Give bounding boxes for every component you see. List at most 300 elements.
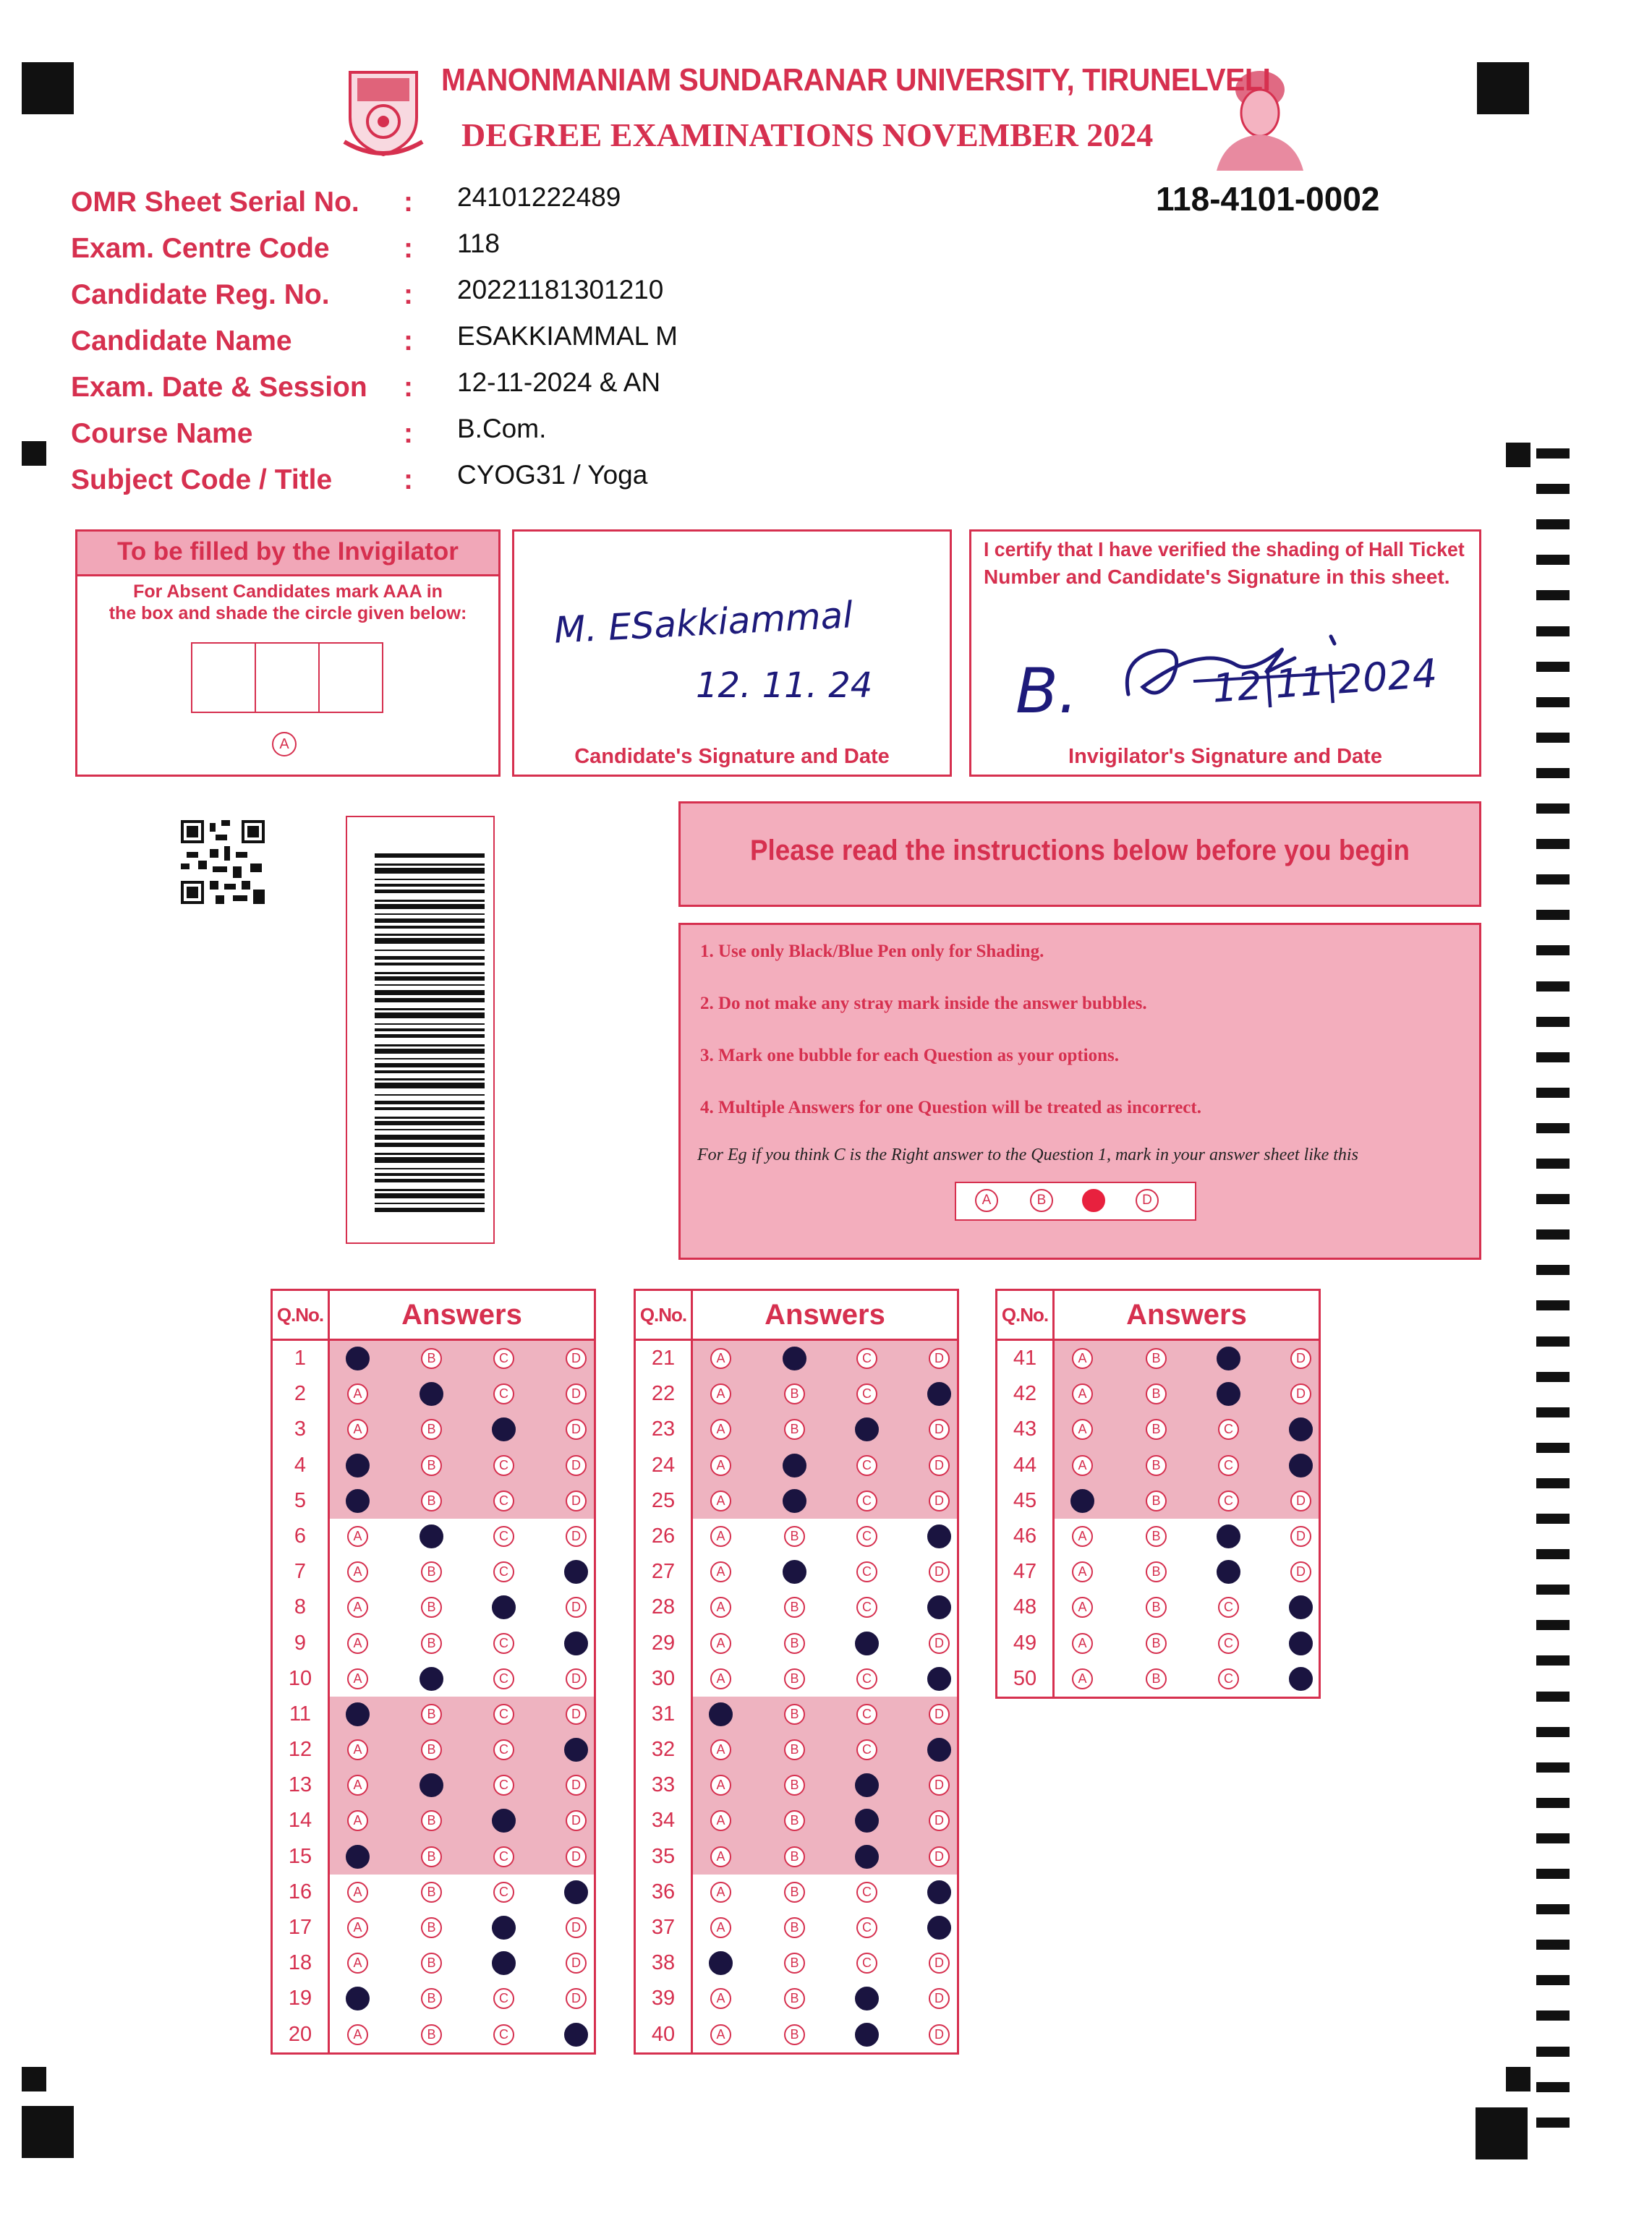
question-number: 5 [294, 1488, 307, 1512]
answer-options [693, 1448, 957, 1483]
question-row [636, 1661, 957, 1697]
answer-bubble-a[interactable] [1070, 1489, 1094, 1513]
answer-bubble-c[interactable]: C [856, 1455, 877, 1476]
answer-bubble-a[interactable]: A [347, 1526, 368, 1547]
answer-bubble-a[interactable]: A [1072, 1348, 1093, 1369]
detail-label: Course Name [71, 418, 253, 449]
question-number: 46 [1013, 1524, 1037, 1548]
answer-bubble-b[interactable]: B [1146, 1561, 1167, 1582]
answer-bubble-b[interactable] [783, 1560, 806, 1584]
answer-bubble-c[interactable]: C [493, 1455, 514, 1476]
barcode-bar [375, 1008, 485, 1010]
answer-block-body [636, 1341, 957, 2052]
answer-bubble-d[interactable]: D [1290, 1348, 1311, 1369]
answer-bubble-d[interactable]: D [929, 1633, 950, 1654]
barcode-bar [375, 1153, 485, 1155]
answer-options [330, 1590, 594, 1625]
answer-bubble-d[interactable] [927, 1916, 951, 1940]
answer-bubble-d[interactable]: D [566, 1419, 587, 1440]
question-number: 1 [294, 1347, 307, 1370]
answer-bubble-d[interactable] [564, 1560, 588, 1584]
answer-options [693, 1661, 957, 1697]
question-row [273, 1839, 594, 1875]
answer-options [693, 1376, 957, 1412]
question-number: 24 [651, 1453, 676, 1477]
answer-options [330, 1945, 594, 1981]
answer-bubble-a[interactable]: A [1072, 1597, 1093, 1618]
answer-bubble-a[interactable]: A [347, 1383, 368, 1404]
answer-bubble-d[interactable]: D [566, 1597, 587, 1618]
answer-bubble-d[interactable] [1289, 1417, 1313, 1441]
answer-bubble-a[interactable]: A [710, 1882, 731, 1903]
answer-bubble-b[interactable]: B [784, 1633, 805, 1654]
answer-options [330, 1697, 594, 1732]
answer-bubble-c[interactable]: C [493, 1882, 514, 1903]
answer-block [271, 1289, 596, 2055]
answer-bubble-b[interactable] [420, 1382, 443, 1406]
answer-bubble-c[interactable] [492, 1809, 516, 1833]
answer-bubble-a[interactable]: A [710, 1455, 731, 1476]
answer-bubble-d[interactable] [927, 1595, 951, 1619]
answer-bubble-a[interactable]: A [1072, 1526, 1093, 1547]
answer-bubble-d[interactable]: D [1290, 1491, 1311, 1511]
answer-bubble-c[interactable]: C [856, 1491, 877, 1511]
question-row [636, 1626, 957, 1661]
answer-bubble-c[interactable]: C [493, 1526, 514, 1547]
answer-bubble-a[interactable]: A [347, 1597, 368, 1618]
answer-bubble-b[interactable]: B [1146, 1526, 1167, 1547]
answer-bubble-a[interactable] [346, 1987, 370, 2010]
question-row [636, 1483, 957, 1519]
answer-bubble-c[interactable]: C [493, 1561, 514, 1582]
answer-bubble-a[interactable] [346, 1347, 370, 1370]
absent-mark-box-1[interactable] [191, 642, 256, 713]
absent-instruction-1: For Absent Candidates mark AAA in [133, 581, 443, 602]
qno-header: Q.No. [273, 1291, 330, 1339]
answer-bubble-d[interactable] [927, 1382, 951, 1406]
answer-bubble-a[interactable]: A [1072, 1561, 1093, 1582]
timing-mark [1536, 1372, 1570, 1382]
answer-bubble-a[interactable]: A [1072, 1633, 1093, 1654]
answer-bubble-d[interactable]: D [1290, 1561, 1311, 1582]
question-row [273, 1981, 594, 2016]
answer-bubble-b[interactable]: B [421, 1739, 442, 1760]
instructions-example: For Eg if you think C is the Right answer to the Question 1, mark in your answer sheet like this [697, 1146, 1358, 1164]
answer-bubble-a[interactable]: A [347, 1668, 368, 1689]
answer-bubble-d[interactable] [927, 1667, 951, 1691]
answer-bubble-c[interactable]: C [856, 1704, 877, 1725]
answer-bubble-c[interactable] [492, 1595, 516, 1619]
answer-bubble-b[interactable]: B [421, 1988, 442, 2009]
question-row [636, 1910, 957, 1945]
answer-bubble-b[interactable] [420, 1667, 443, 1691]
answer-bubble-c[interactable]: C [1218, 1597, 1239, 1618]
answer-bubble-d[interactable]: D [566, 1846, 587, 1867]
barcode-bar [375, 868, 485, 874]
answer-bubble-d[interactable]: D [566, 1704, 587, 1725]
university-logo [343, 67, 424, 159]
answer-bubble-d[interactable] [1289, 1632, 1313, 1655]
answer-bubble-a[interactable] [346, 1454, 370, 1477]
answer-bubble-a[interactable] [346, 1702, 370, 1726]
answer-bubble-c[interactable]: C [493, 1348, 514, 1369]
answer-bubble-c[interactable]: C [1218, 1668, 1239, 1689]
answer-bubble-c[interactable] [855, 1845, 879, 1869]
barcode-bar [375, 1094, 485, 1096]
timing-mark [1536, 1300, 1570, 1310]
answer-bubble-b[interactable]: B [784, 1953, 805, 1974]
answer-bubble-b[interactable]: B [1146, 1597, 1167, 1618]
barcode-bar [375, 1203, 485, 1204]
answer-bubble-a[interactable]: A [1072, 1419, 1093, 1440]
answer-bubble-c[interactable]: C [493, 1988, 514, 2009]
answer-bubble-c[interactable] [1217, 1347, 1240, 1370]
answer-bubble-b[interactable]: B [784, 1383, 805, 1404]
answer-options [1055, 1590, 1319, 1625]
answer-bubble-a[interactable] [346, 1489, 370, 1513]
barcode-bar [375, 1117, 485, 1119]
answer-bubble-d[interactable]: D [566, 1775, 587, 1796]
absent-mark-box-2[interactable] [255, 642, 320, 713]
answer-bubble-b[interactable]: B [421, 1597, 442, 1618]
timing-mark [1536, 981, 1570, 992]
answer-bubble-b[interactable]: B [421, 1419, 442, 1440]
answer-block-header [636, 1291, 957, 1341]
answer-bubble-a[interactable] [346, 1845, 370, 1869]
answer-bubble-d[interactable] [927, 1524, 951, 1548]
answer-bubble-b[interactable]: B [784, 1668, 805, 1689]
answer-bubble-d[interactable]: D [566, 1383, 587, 1404]
question-number: 42 [1013, 1382, 1037, 1406]
answer-bubble-c[interactable]: C [493, 1633, 514, 1654]
answer-bubble-b[interactable]: B [784, 1846, 805, 1867]
answer-bubble-c[interactable]: C [493, 1491, 514, 1511]
answer-bubble-a[interactable]: A [710, 1668, 731, 1689]
answer-bubble-d[interactable] [1289, 1595, 1313, 1619]
answer-bubble-c[interactable] [855, 1417, 879, 1441]
answer-bubble-b[interactable]: B [421, 1882, 442, 1903]
answer-bubble-a[interactable] [709, 1951, 733, 1975]
answer-bubble-a[interactable]: A [710, 1561, 731, 1582]
timing-mark [1536, 1194, 1570, 1204]
answer-bubble-d[interactable]: D [929, 2024, 950, 2045]
answer-options [330, 1803, 594, 1838]
absent-circle[interactable]: A [272, 732, 297, 756]
answer-bubble-b[interactable]: B [421, 1633, 442, 1654]
answer-bubble-d[interactable]: D [929, 1988, 950, 2009]
question-row [636, 1412, 957, 1447]
answer-bubble-c[interactable]: C [493, 1383, 514, 1404]
answer-options [693, 2017, 957, 2052]
qno-header: Q.No. [636, 1291, 693, 1339]
answer-options [330, 1626, 594, 1661]
answer-bubble-a[interactable]: A [710, 1419, 731, 1440]
answer-options [330, 1875, 594, 1910]
answer-bubble-a[interactable]: A [347, 1882, 368, 1903]
answer-options [693, 1875, 957, 1910]
answer-bubble-a[interactable]: A [347, 1561, 368, 1582]
detail-separator: : [404, 464, 413, 495]
answer-bubble-b[interactable]: B [784, 1419, 805, 1440]
answer-bubble-a[interactable] [709, 1702, 733, 1726]
answer-bubble-a[interactable]: A [1072, 1455, 1093, 1476]
answer-block-body [997, 1341, 1319, 1697]
timing-mark [1536, 2118, 1570, 2128]
answer-bubble-c[interactable]: C [856, 1383, 877, 1404]
question-number: 11 [289, 1702, 312, 1726]
answer-bubble-d[interactable]: D [929, 1810, 950, 1831]
answer-bubble-a[interactable]: A [710, 1597, 731, 1618]
question-number: 36 [651, 1880, 676, 1903]
answer-bubble-d[interactable]: D [566, 1526, 587, 1547]
timing-mark [1536, 519, 1570, 529]
answer-bubble-b[interactable] [783, 1454, 806, 1477]
answer-bubble-d[interactable] [564, 2023, 588, 2047]
answer-bubble-d[interactable]: D [1290, 1526, 1311, 1547]
answer-bubble-a[interactable]: A [347, 2024, 368, 2045]
question-number: 27 [651, 1560, 676, 1584]
answer-bubble-b[interactable]: B [1146, 1668, 1167, 1689]
barcode-bar [375, 853, 485, 858]
answer-bubble-a[interactable]: A [347, 1917, 368, 1938]
answer-bubble-c[interactable]: C [856, 1739, 877, 1760]
answer-bubble-c[interactable] [492, 1417, 516, 1441]
timing-mark [1536, 448, 1570, 459]
answer-bubble-b[interactable]: B [784, 1882, 805, 1903]
answer-options [1055, 1661, 1319, 1697]
answer-bubble-c[interactable]: C [1218, 1455, 1239, 1476]
answer-bubble-c[interactable] [855, 1987, 879, 2010]
answer-bubble-a[interactable]: A [710, 1491, 731, 1511]
answer-bubble-a[interactable]: A [710, 1810, 731, 1831]
barcode-bar [375, 1101, 485, 1104]
answer-bubble-d[interactable]: D [929, 1348, 950, 1369]
answer-bubble-a[interactable]: A [710, 1633, 731, 1654]
candidate-signature-caption: Candidate's Signature and Date [574, 745, 890, 768]
detail-label: Exam. Date & Session [71, 372, 367, 403]
timing-mark [1536, 733, 1570, 743]
answer-options [693, 1945, 957, 1981]
answer-options [330, 1732, 594, 1767]
answer-bubble-b[interactable]: B [1146, 1491, 1167, 1511]
answer-bubble-c[interactable]: C [493, 1668, 514, 1689]
answer-bubble-b[interactable]: B [421, 1704, 442, 1725]
answer-bubble-d[interactable] [1289, 1667, 1313, 1691]
answer-bubble-b[interactable]: B [784, 1988, 805, 2009]
answer-bubble-b[interactable]: B [421, 1348, 442, 1369]
barcode-bar [375, 956, 485, 960]
answer-bubble-d[interactable]: D [929, 1953, 950, 1974]
answer-bubble-c[interactable] [1217, 1560, 1240, 1584]
answer-bubble-b[interactable]: B [784, 1704, 805, 1725]
question-row [273, 1910, 594, 1945]
answer-bubble-b[interactable]: B [784, 1775, 805, 1796]
answer-bubble-a[interactable]: A [710, 1383, 731, 1404]
answer-bubble-b[interactable]: B [784, 1597, 805, 1618]
question-row [636, 1554, 957, 1590]
answer-bubble-c[interactable]: C [856, 1882, 877, 1903]
answer-bubble-a[interactable]: A [710, 1739, 731, 1760]
answer-bubble-b[interactable] [783, 1347, 806, 1370]
answer-bubble-a[interactable]: A [710, 1846, 731, 1867]
answer-bubble-a[interactable]: A [1072, 1668, 1093, 1689]
answer-bubble-b[interactable]: B [421, 1455, 442, 1476]
question-row [636, 1519, 957, 1554]
answer-bubble-c[interactable]: C [856, 1953, 877, 1974]
answer-bubble-d[interactable]: D [929, 1775, 950, 1796]
detail-separator: : [404, 325, 413, 357]
answer-bubble-b[interactable]: B [1146, 1348, 1167, 1369]
answer-bubble-d[interactable] [927, 1880, 951, 1904]
answer-bubble-b[interactable] [420, 1524, 443, 1548]
answer-bubble-a[interactable]: A [347, 1953, 368, 1974]
answer-bubble-a[interactable]: A [1072, 1383, 1093, 1404]
answer-bubble-b[interactable]: B [421, 2024, 442, 2045]
answer-bubble-d[interactable]: D [1290, 1383, 1311, 1404]
answer-bubble-b[interactable]: B [784, 2024, 805, 2045]
barcode-bar [375, 1028, 485, 1031]
certify-line-2: Number and Candidate's Signature in this sheet. [984, 566, 1450, 588]
answer-bubble-b[interactable] [420, 1773, 443, 1797]
answer-bubble-d[interactable] [564, 1880, 588, 1904]
answer-options [330, 1661, 594, 1697]
answer-bubble-d[interactable]: D [566, 1668, 587, 1689]
answer-bubble-c[interactable]: C [856, 1348, 877, 1369]
answers-header: Answers [765, 1299, 885, 1331]
timing-mark [1536, 484, 1570, 494]
answer-bubble-d[interactable]: D [566, 1491, 587, 1511]
answer-bubble-d[interactable]: D [929, 1846, 950, 1867]
answer-bubble-b[interactable] [783, 1489, 806, 1513]
answer-bubble-d[interactable] [564, 1738, 588, 1762]
barcode [375, 853, 485, 1222]
answer-options [693, 1483, 957, 1519]
answer-bubble-c[interactable]: C [493, 1739, 514, 1760]
answer-bubble-d[interactable] [1289, 1454, 1313, 1477]
answer-options [693, 1697, 957, 1732]
answer-options [330, 1981, 594, 2016]
answer-bubble-c[interactable]: C [493, 1704, 514, 1725]
answer-bubble-c[interactable]: C [856, 1526, 877, 1547]
answer-bubble-c[interactable]: C [493, 2024, 514, 2045]
answer-bubble-c[interactable] [855, 1809, 879, 1833]
answer-bubble-b[interactable]: B [784, 1526, 805, 1547]
barcode-bar [375, 1070, 485, 1073]
answer-bubble-b[interactable]: B [1146, 1455, 1167, 1476]
timing-mark [1536, 1585, 1570, 1595]
barcode-bar [375, 938, 485, 944]
answer-bubble-b[interactable]: B [1146, 1383, 1167, 1404]
answer-bubble-c[interactable] [855, 1632, 879, 1655]
answer-bubble-c[interactable]: C [856, 1561, 877, 1582]
answer-options [1055, 1626, 1319, 1661]
question-row [636, 1697, 957, 1732]
answer-bubble-b[interactable]: B [1146, 1419, 1167, 1440]
answer-bubble-b[interactable]: B [784, 1917, 805, 1938]
answer-bubble-d[interactable]: D [929, 1704, 950, 1725]
answer-bubble-b[interactable]: B [421, 1917, 442, 1938]
answer-bubble-c[interactable]: C [856, 1917, 877, 1938]
barcode-bar [375, 950, 485, 951]
answer-bubble-b[interactable]: B [421, 1491, 442, 1511]
answer-bubble-a[interactable]: A [710, 1775, 731, 1796]
timing-mark [1536, 1514, 1570, 1524]
question-number: 9 [294, 1631, 307, 1655]
answer-options [330, 1910, 594, 1945]
timing-mark [1536, 803, 1570, 814]
answer-bubble-c[interactable] [1217, 1382, 1240, 1406]
answer-bubble-d[interactable] [564, 1632, 588, 1655]
answer-bubble-a[interactable]: A [710, 1988, 731, 2009]
answer-bubble-d[interactable]: D [566, 1988, 587, 2009]
answer-bubble-d[interactable]: D [929, 1561, 950, 1582]
answer-bubble-d[interactable] [927, 1738, 951, 1762]
answer-options [693, 1767, 957, 1803]
answer-bubble-d[interactable]: D [566, 1810, 587, 1831]
answer-bubble-c[interactable] [855, 1773, 879, 1797]
answer-bubble-a[interactable]: A [347, 1739, 368, 1760]
answer-bubble-c[interactable] [855, 2023, 879, 2047]
answer-options [330, 1412, 594, 1447]
answer-bubble-b[interactable]: B [421, 1810, 442, 1831]
answer-bubble-a[interactable]: A [347, 1633, 368, 1654]
answer-bubble-c[interactable] [1217, 1524, 1240, 1548]
answer-bubble-d[interactable]: D [566, 1953, 587, 1974]
timing-mark [1536, 1123, 1570, 1133]
answer-bubble-d[interactable]: D [929, 1491, 950, 1511]
answer-bubble-c[interactable]: C [1218, 1633, 1239, 1654]
answer-bubble-c[interactable]: C [856, 1668, 877, 1689]
answer-bubble-a[interactable]: A [347, 1775, 368, 1796]
absent-mark-box-3[interactable] [318, 642, 383, 713]
answer-options [1055, 1519, 1319, 1554]
question-row [273, 1626, 594, 1661]
answer-bubble-a[interactable]: A [710, 2024, 731, 2045]
answer-bubble-c[interactable]: C [493, 1775, 514, 1796]
answer-bubble-b[interactable]: B [421, 1953, 442, 1974]
answer-bubble-c[interactable]: C [1218, 1491, 1239, 1511]
answer-bubble-a[interactable]: A [710, 1348, 731, 1369]
answer-bubble-c[interactable]: C [856, 1597, 877, 1618]
instruction-item: 3. Mark one bubble for each Question as your options. [700, 1046, 1120, 1065]
barcode-bar [375, 1143, 485, 1147]
answer-bubble-a[interactable]: A [710, 1917, 731, 1938]
answer-bubble-b[interactable]: B [421, 1561, 442, 1582]
question-row [636, 1448, 957, 1483]
answer-bubble-a[interactable]: A [710, 1526, 731, 1547]
answer-bubble-a[interactable]: A [347, 1419, 368, 1440]
question-row [636, 1839, 957, 1875]
answer-bubble-b[interactable]: B [784, 1810, 805, 1831]
answer-bubble-b[interactable]: B [1146, 1633, 1167, 1654]
answer-bubble-c[interactable]: C [1218, 1419, 1239, 1440]
timing-mark [1536, 1088, 1570, 1098]
answer-bubble-d[interactable]: D [929, 1455, 950, 1476]
answer-bubble-a[interactable]: A [347, 1810, 368, 1831]
answer-bubble-d[interactable]: D [566, 1455, 587, 1476]
answer-bubble-d[interactable]: D [566, 1917, 587, 1938]
answer-bubble-d[interactable]: D [929, 1419, 950, 1440]
answer-bubble-c[interactable] [492, 1951, 516, 1975]
timing-mark [1536, 2047, 1570, 2057]
answer-bubble-c[interactable] [492, 1916, 516, 1940]
barcode-bar [375, 1023, 485, 1025]
answer-options [693, 1839, 957, 1875]
answer-bubble-b[interactable]: B [784, 1739, 805, 1760]
answer-bubble-d[interactable]: D [566, 1348, 587, 1369]
answer-bubble-c[interactable]: C [493, 1846, 514, 1867]
answer-bubble-b[interactable]: B [421, 1846, 442, 1867]
